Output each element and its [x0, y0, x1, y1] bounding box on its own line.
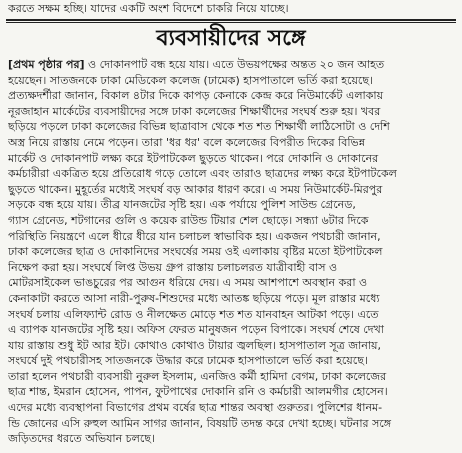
article-line: ন্ডি জোনের এসি রুহুল আমিন সাগর জানান, বিষয়টি তদন্ত করে দেখা হচ্ছে। ঘটনার সঙ্গে — [8, 416, 392, 430]
article-line: যায় রাস্তায় শুধু ইট আর ইট। কোথাও কোথাও টায়ার জ্বলছিল। হাসপাতাল সূত্র জানায়, — [8, 338, 381, 352]
article-line: মোটরসাইকেল ভাঙচুরের পর আগুন ধরিয়ে দেয়। এ সময় আশপাশে অবস্থান করা ও — [8, 276, 368, 290]
article-line: অস্ত্র নিয়ে রাস্তায় নেমে পড়েন। তারা 'ধর ধর' বলে কলেজের বিপরীত দিকের বিভিন্ন — [8, 135, 365, 149]
previous-article-tail: করতে সক্ষম হচ্ছি। যাদের একটি অংশ বিদেশে চাকরি নিয়ে যাচ্ছে। — [8, 2, 289, 15]
article-line: তারা হলেন পথচারী ব্যবসায়ী নুরুল ইসলাম, এনজিও কর্মী হামিদা বেগম, ঢাকা কলেজের — [8, 369, 387, 383]
article-line: মার্কেট ও দোকানপাট লক্ষ্য করে ইটপাটকেল ছুড়তে থাকেন। পরে দোকানি ও দোকানের — [8, 151, 379, 165]
article-line: পরিস্থিতি নিয়ন্ত্রণে এলে ধীরে ধীরে যান চলাচল স্বাভাবিক হয়। একজন পথচারী জানান, — [8, 229, 381, 243]
divider-rule-thin — [6, 22, 456, 23]
article-line: সংঘর্ষ চলায় এলিফ্যান্ট রোড ও নীলক্ষেত মোড়ে শত শত যানবাহন আটকা পড়ে। এতে — [8, 307, 379, 321]
article-line: এ ব্যাপক যানজটের সৃষ্টি হয়। অফিস ফেরত মানুষজন পড়েন বিপাকে। সংঘর্ষ শেষে দেখা — [8, 323, 384, 337]
article-line: এদের মধ্যে ব্যবস্থাপনা বিভাগের প্রথম বর্ষের ছাত্র শান্তর অবস্থা গুরুতর। পুলিশের ধানম- — [8, 401, 383, 415]
article-line: গ্যাস গ্রেনেড, শটগানের গুলি ও কয়েক রাউন্ড টিয়ার শেল ছোড়ে। সন্ধ্যা ৬টার দিকে — [8, 213, 369, 227]
article-headline: ব্যবসায়ীদের সঙ্গে — [156, 25, 306, 51]
article-line: ছড়িয়ে পড়লে ঢাকা কলেজের বিভিন্ন ছাত্রাবাস থেকে শত শত শিক্ষার্থী লাঠিসোটা ও দেশি — [8, 120, 390, 134]
article-line: নূরজাহান মার্কেটের ব্যবসায়ীদের সঙ্গে ঢাকা কলেজের শিক্ষার্থীদের সংঘর্ষ শুরু হয়। খবর — [8, 104, 381, 118]
article-line: ছুড়তে থাকেন। মুহূর্তের মধ্যেই সংঘর্ষ বড় আকার ধারণ করে। এ সময় নিউমার্কেট-মিরপুর — [8, 182, 383, 196]
article-line: কেনাকাটা করতে আসা নারী-পুরুষ-শিশুদের মধ্যে আতঙ্ক ছড়িয়ে পড়ে। মূল রাস্তার মধ্যে — [8, 291, 380, 305]
continued-from-label: [প্রথম পৃষ্ঠার পর] — [8, 58, 85, 71]
article-line: ঢাকা কলেজের ছাত্র ও দোকানিদের সংঘর্ষের সময় ওই এলাকায় বৃষ্টির মতো ইটপাটকেল — [8, 245, 383, 259]
article-line: সংঘর্ষে দুই পথচারীসহ সাতজনকে উদ্ধার করে ঢামেক হাসপাতালে ভর্তি করা হয়েছে। — [8, 354, 368, 368]
article-line: কর্মচারীরা একত্রিত হয়ে প্রতিরোধ গড়ে তোলে এবং তারাও ছাত্রদের লক্ষ্য করে ইটপাটকেল — [8, 167, 397, 181]
article-line: হয়েছেন। সাতজনকে ঢাকা মেডিকেল কলেজ (ঢামেক) হাসপাতালে ভর্তি করা হয়েছে। — [8, 73, 373, 87]
article-line: সড়কে বন্ধ হয়ে যায়। তীব্র যানজটের সৃষ্টি হয়। এক পর্যায়ে পুলিশ সাউন্ড গ্রেনেড, — [8, 198, 356, 212]
article-line: ছাত্র শান্ত, ইমরান হোসেন, পাপন, ফুটপাথের দোকানি রনি ও কর্মচারী আলমগীর হোসেন। — [8, 385, 388, 399]
article-line: নিক্ষেপ করা হয়। সংঘর্ষে লিপ্ত উভয় গ্রুপ রাস্তায় চলাচলরত যাত্রীবাহী বাস ও — [8, 260, 338, 274]
article-line: জড়িতদের ধরতে অভিযান চলছে। — [8, 432, 155, 446]
article-line-1: [প্রথম পৃষ্ঠার পর] ও দোকানপাট বন্ধ হয়ে যায়। এতে উভয়পক্ষের অন্তত ২০ জন আহত — [8, 58, 385, 71]
divider-rule — [6, 19, 456, 21]
article-line: প্রত্যক্ষদর্শীরা জানান, বিকাল ৪টার দিকে কাপড় কেনাকে কেন্দ্র করে নিউমার্কেট এলাকায় — [8, 89, 384, 103]
article-body — [8, 57, 456, 447]
